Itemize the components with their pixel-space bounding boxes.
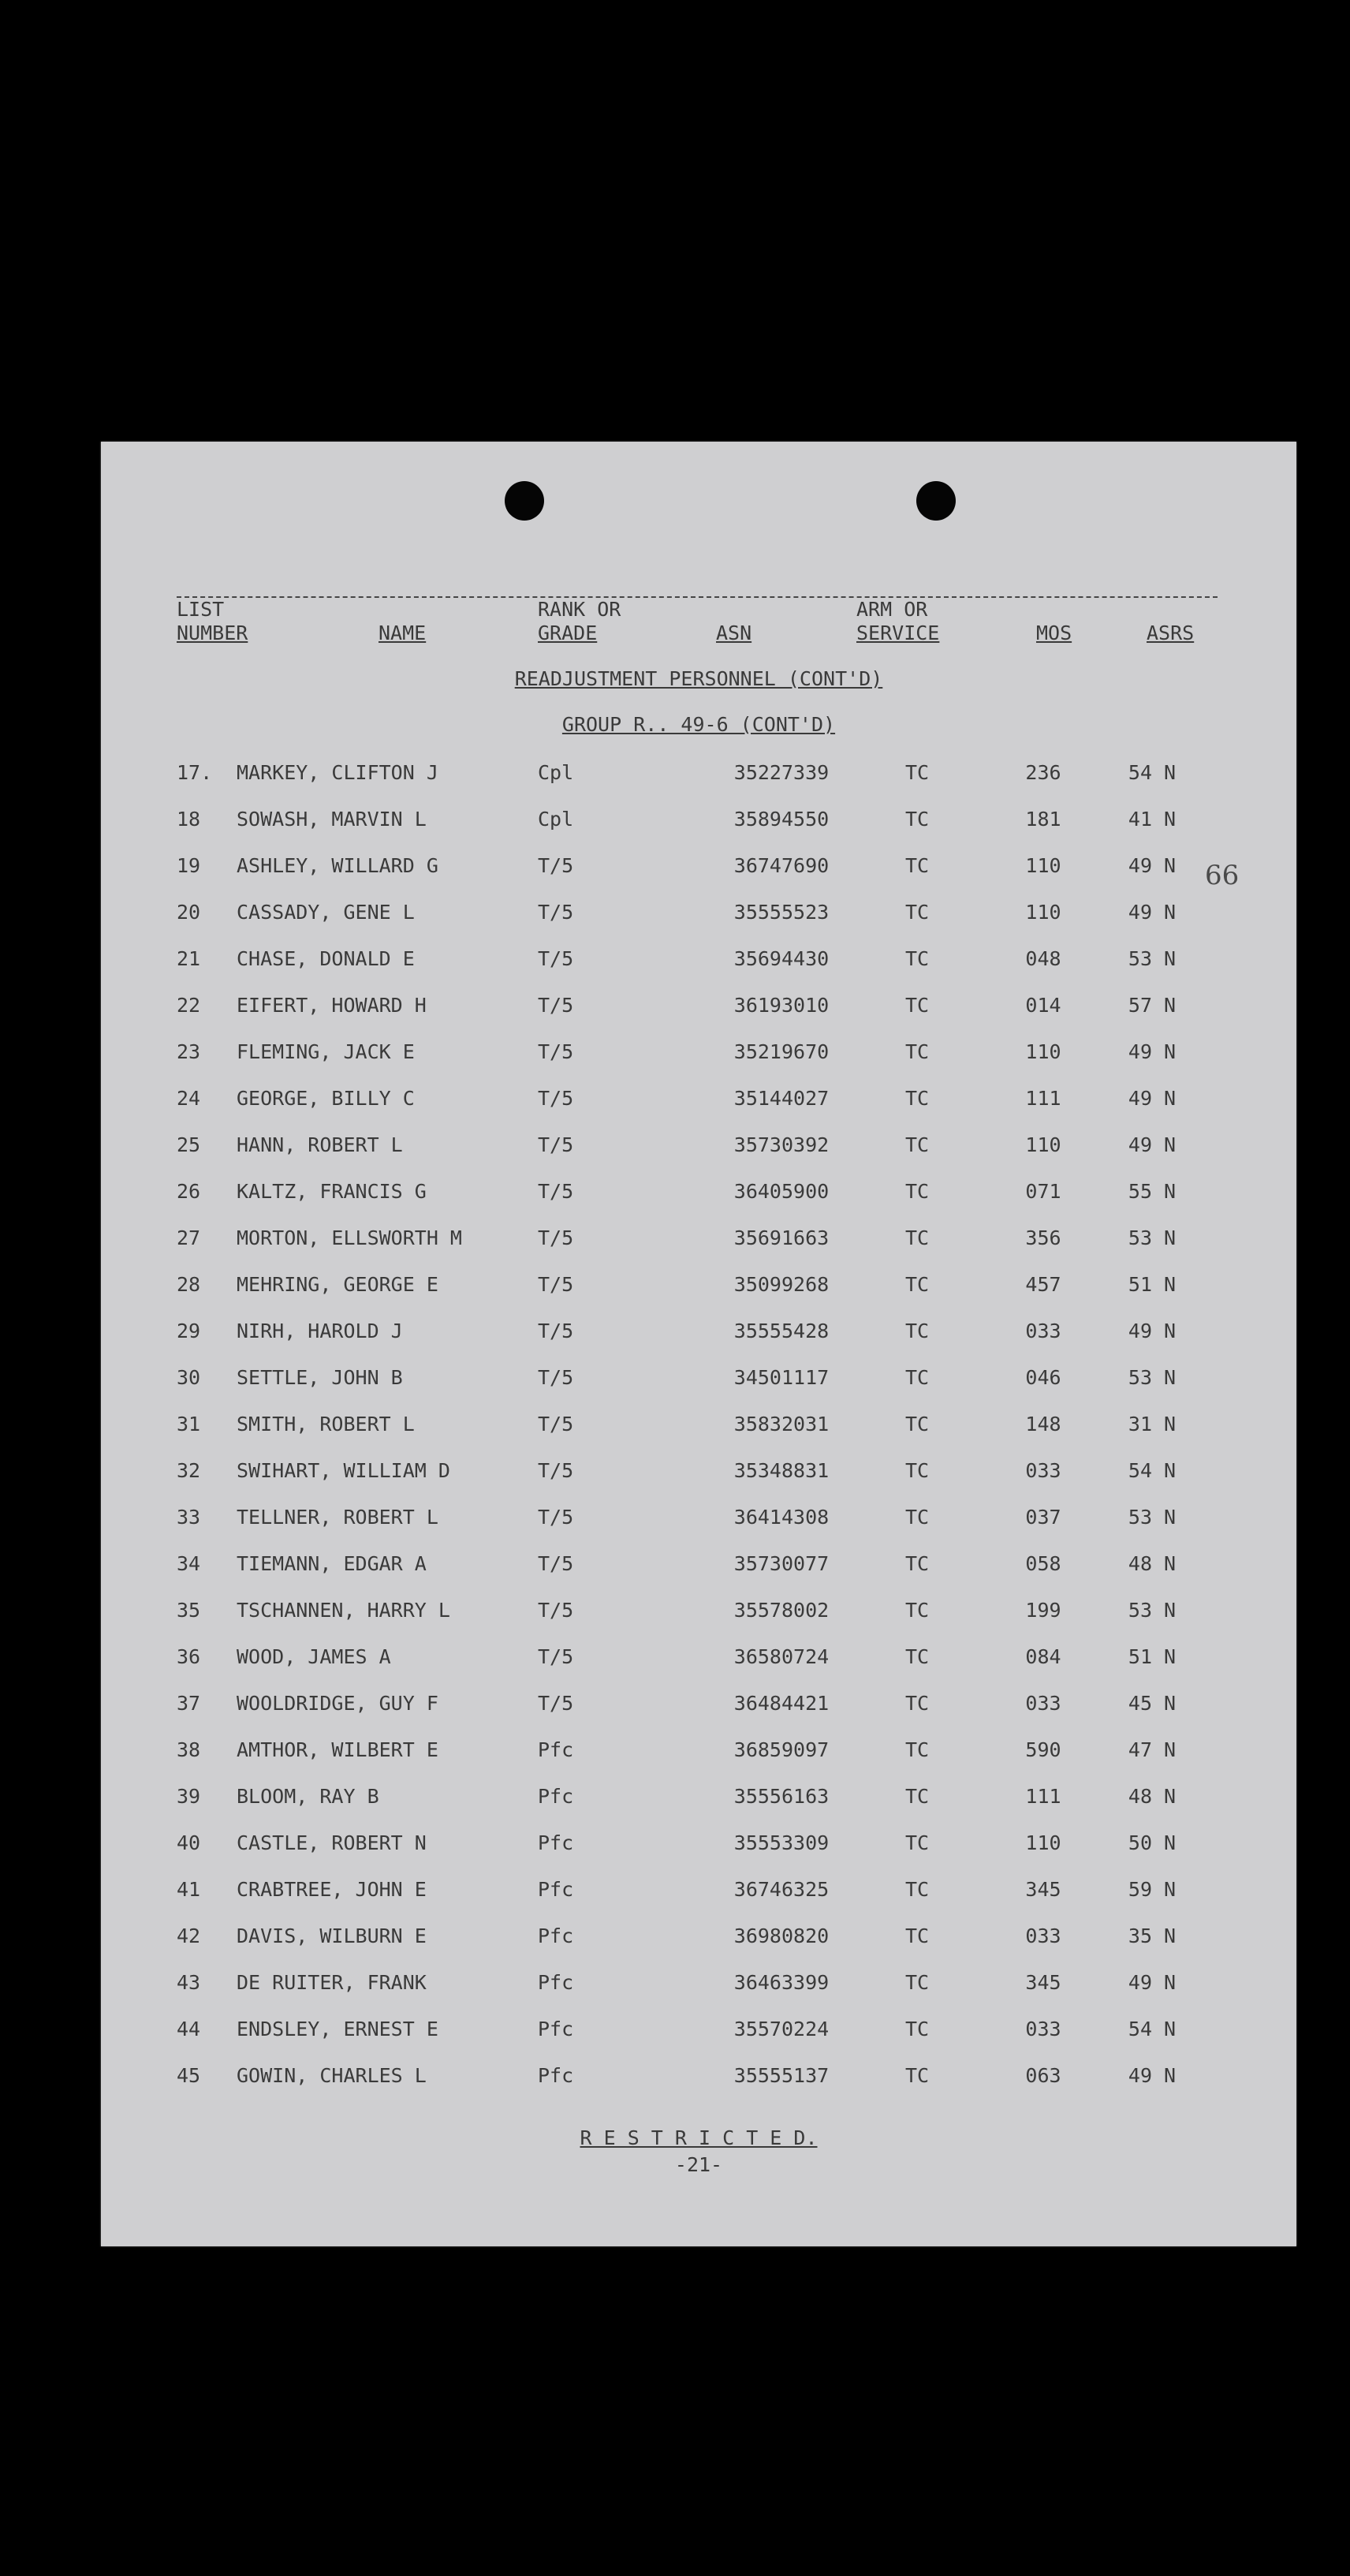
mos-code: 110 <box>1025 1133 1061 1156</box>
arm-service: TC <box>904 1087 930 1110</box>
asrs-score: 47 N <box>1128 1738 1177 1761</box>
arm-service: TC <box>904 947 930 970</box>
rank-grade: Pfc <box>538 1971 574 1994</box>
asn-number: 35348831 <box>733 1459 830 1482</box>
arm-service: TC <box>904 1645 930 1668</box>
asrs-score: 54 N <box>1128 1459 1177 1482</box>
person-name: ASHLEY, WILLARD G <box>237 854 438 877</box>
person-name: EIFERT, HOWARD H <box>237 994 427 1017</box>
asn-number: 35555137 <box>733 2064 830 2087</box>
header-rank: RANK OR GRADE <box>538 598 621 644</box>
person-name: GEORGE, BILLY C <box>237 1087 415 1110</box>
list-number: 29 <box>177 1320 201 1342</box>
mos-code: 110 <box>1025 1831 1061 1854</box>
arm-service: TC <box>904 1226 930 1249</box>
table-row <box>101 1502 1296 1533</box>
asrs-score: 35 N <box>1128 1925 1177 1947</box>
header-asn: ASN <box>716 622 752 644</box>
asn-number: 36484421 <box>733 1692 830 1715</box>
mos-code: 356 <box>1025 1226 1061 1249</box>
mos-code: 148 <box>1025 1413 1061 1435</box>
rank-grade: T/5 <box>538 1040 574 1063</box>
list-number: 21 <box>177 947 201 970</box>
mos-code: 033 <box>1025 1692 1061 1715</box>
table-row <box>101 2060 1296 2092</box>
rank-grade: T/5 <box>538 1180 574 1203</box>
table-row <box>101 897 1296 928</box>
person-name: DE RUITER, FRANK <box>237 1971 427 1994</box>
table-row <box>101 1036 1296 1068</box>
asrs-score: 51 N <box>1128 1645 1177 1668</box>
list-number: 38 <box>177 1738 201 1761</box>
table-row <box>101 1595 1296 1626</box>
asn-number: 36747690 <box>733 854 830 877</box>
arm-service: TC <box>904 1506 930 1529</box>
table-row <box>101 1223 1296 1254</box>
person-name: WOOLDRIDGE, GUY F <box>237 1692 438 1715</box>
person-name: NIRH, HAROLD J <box>237 1320 403 1342</box>
table-row <box>101 1316 1296 1347</box>
mos-code: 111 <box>1025 1087 1061 1110</box>
rank-grade: Pfc <box>538 1831 574 1854</box>
person-name: KALTZ, FRANCIS G <box>237 1180 427 1203</box>
table-row <box>101 1455 1296 1487</box>
list-number: 44 <box>177 2018 201 2040</box>
list-number: 26 <box>177 1180 201 1203</box>
asn-number: 36193010 <box>733 994 830 1017</box>
punch-hole <box>505 481 544 521</box>
mos-code: 046 <box>1025 1366 1061 1389</box>
arm-service: TC <box>904 1925 930 1947</box>
list-number: 40 <box>177 1831 201 1854</box>
mos-code: 071 <box>1025 1180 1061 1203</box>
table-row <box>101 1688 1296 1719</box>
asn-number: 35570224 <box>733 2018 830 2040</box>
mos-code: 345 <box>1025 1878 1061 1901</box>
asn-number: 35099268 <box>733 1273 830 1296</box>
rank-grade: Pfc <box>538 1785 574 1808</box>
asn-number: 35578002 <box>733 1599 830 1622</box>
list-number: 35 <box>177 1599 201 1622</box>
mos-code: 048 <box>1025 947 1061 970</box>
header-list-number: LIST NUMBER <box>177 598 248 644</box>
rank-grade: T/5 <box>538 1087 574 1110</box>
list-number: 42 <box>177 1925 201 1947</box>
mos-code: 037 <box>1025 1506 1061 1529</box>
table-row <box>101 1176 1296 1208</box>
asrs-score: 53 N <box>1128 1226 1177 1249</box>
table-row <box>101 1269 1296 1301</box>
arm-service: TC <box>904 1273 930 1296</box>
table-row <box>101 1409 1296 1440</box>
table-row <box>101 1362 1296 1394</box>
rank-grade: T/5 <box>538 1645 574 1668</box>
list-number: 17. <box>177 761 213 784</box>
rank-grade: T/5 <box>538 947 574 970</box>
person-name: MARKEY, CLIFTON J <box>237 761 438 784</box>
arm-service: TC <box>904 808 930 831</box>
mos-code: 084 <box>1025 1645 1061 1668</box>
arm-service: TC <box>904 1785 930 1808</box>
arm-service: TC <box>904 1180 930 1203</box>
section-title: READJUSTMENT PERSONNEL (CONT'D) <box>514 667 883 690</box>
arm-service: TC <box>904 1552 930 1575</box>
arm-service: TC <box>904 994 930 1017</box>
rank-grade: T/5 <box>538 1133 574 1156</box>
table-row <box>101 1129 1296 1161</box>
asn-number: 35556163 <box>733 1785 830 1808</box>
table-row <box>101 1921 1296 1952</box>
header-top-rule <box>177 596 1218 598</box>
header-name: NAME <box>379 622 427 644</box>
list-number: 36 <box>177 1645 201 1668</box>
arm-service: TC <box>904 1040 930 1063</box>
rank-grade: T/5 <box>538 1273 574 1296</box>
asn-number: 35832031 <box>733 1413 830 1435</box>
asn-number: 35694430 <box>733 947 830 970</box>
rank-grade: T/5 <box>538 1413 574 1435</box>
table-row <box>101 1548 1296 1580</box>
table-row <box>101 804 1296 835</box>
rank-grade: Pfc <box>538 1925 574 1947</box>
mos-code: 110 <box>1025 901 1061 924</box>
arm-service: TC <box>904 901 930 924</box>
asn-number: 36580724 <box>733 1645 830 1668</box>
mos-code: 199 <box>1025 1599 1061 1622</box>
table-row <box>101 1734 1296 1766</box>
person-name: MORTON, ELLSWORTH M <box>237 1226 462 1249</box>
list-number: 43 <box>177 1971 201 1994</box>
person-name: BLOOM, RAY B <box>237 1785 379 1808</box>
person-name: ENDSLEY, ERNEST E <box>237 2018 438 2040</box>
mos-code: 590 <box>1025 1738 1061 1761</box>
asn-number: 35553309 <box>733 1831 830 1854</box>
mos-code: 110 <box>1025 1040 1061 1063</box>
asn-number: 36859097 <box>733 1738 830 1761</box>
asn-number: 34501117 <box>733 1366 830 1389</box>
asrs-score: 49 N <box>1128 901 1177 924</box>
person-name: SETTLE, JOHN B <box>237 1366 403 1389</box>
rank-grade: T/5 <box>538 1552 574 1575</box>
table-row <box>101 1874 1296 1906</box>
person-name: MEHRING, GEORGE E <box>237 1273 438 1296</box>
header-arm-service: ARM OR SERVICE <box>856 598 940 644</box>
asn-number: 35730077 <box>733 1552 830 1575</box>
rank-grade: T/5 <box>538 1459 574 1482</box>
rank-grade: Pfc <box>538 1738 574 1761</box>
asrs-score: 49 N <box>1128 1971 1177 1994</box>
asn-number: 35555523 <box>733 901 830 924</box>
asrs-score: 49 N <box>1128 1040 1177 1063</box>
person-name: TIEMANN, EDGAR A <box>237 1552 427 1575</box>
list-number: 41 <box>177 1878 201 1901</box>
list-number: 18 <box>177 808 201 831</box>
mos-code: 063 <box>1025 2064 1061 2087</box>
asrs-score: 41 N <box>1128 808 1177 831</box>
mos-code: 033 <box>1025 1925 1061 1947</box>
arm-service: TC <box>904 1459 930 1482</box>
asrs-score: 31 N <box>1128 1413 1177 1435</box>
list-number: 39 <box>177 1785 201 1808</box>
table-row <box>101 1967 1296 1999</box>
rank-grade: T/5 <box>538 1506 574 1529</box>
table-row <box>101 1827 1296 1859</box>
asrs-score: 49 N <box>1128 1133 1177 1156</box>
person-name: SWIHART, WILLIAM D <box>237 1459 450 1482</box>
arm-service: TC <box>904 1831 930 1854</box>
table-row <box>101 1641 1296 1673</box>
person-name: HANN, ROBERT L <box>237 1133 403 1156</box>
asrs-score: 54 N <box>1128 761 1177 784</box>
asn-number: 35144027 <box>733 1087 830 1110</box>
asrs-score: 48 N <box>1128 1785 1177 1808</box>
table-row <box>101 2014 1296 2045</box>
arm-service: TC <box>904 1320 930 1342</box>
asn-number: 36414308 <box>733 1506 830 1529</box>
rank-grade: T/5 <box>538 1366 574 1389</box>
header-mos: MOS <box>1036 622 1072 644</box>
rank-grade: T/5 <box>538 901 574 924</box>
person-name: SMITH, ROBERT L <box>237 1413 415 1435</box>
rank-grade: T/5 <box>538 1320 574 1342</box>
asrs-score: 50 N <box>1128 1831 1177 1854</box>
list-number: 37 <box>177 1692 201 1715</box>
arm-service: TC <box>904 2018 930 2040</box>
rank-grade: T/5 <box>538 1692 574 1715</box>
group-title: GROUP R.. 49-6 (CONT'D) <box>561 713 836 736</box>
rank-grade: T/5 <box>538 1226 574 1249</box>
person-name: GOWIN, CHARLES L <box>237 2064 427 2087</box>
mos-code: 111 <box>1025 1785 1061 1808</box>
person-name: CASSADY, GENE L <box>237 901 415 924</box>
table-row <box>101 1083 1296 1114</box>
asrs-score: 49 N <box>1128 1320 1177 1342</box>
asn-number: 35730392 <box>733 1133 830 1156</box>
table-row <box>101 943 1296 975</box>
rank-grade: T/5 <box>538 854 574 877</box>
list-number: 27 <box>177 1226 201 1249</box>
asrs-score: 48 N <box>1128 1552 1177 1575</box>
mos-code: 181 <box>1025 808 1061 831</box>
person-name: AMTHOR, WILBERT E <box>237 1738 438 1761</box>
rank-grade: Pfc <box>538 1878 574 1901</box>
list-number: 34 <box>177 1552 201 1575</box>
arm-service: TC <box>904 1971 930 1994</box>
asn-number: 35691663 <box>733 1226 830 1249</box>
asrs-score: 49 N <box>1128 1087 1177 1110</box>
mos-code: 457 <box>1025 1273 1061 1296</box>
person-name: TELLNER, ROBERT L <box>237 1506 438 1529</box>
mos-code: 014 <box>1025 994 1061 1017</box>
list-number: 20 <box>177 901 201 924</box>
person-name: FLEMING, JACK E <box>237 1040 415 1063</box>
asn-number: 36746325 <box>733 1878 830 1901</box>
table-row <box>101 757 1296 789</box>
arm-service: TC <box>904 1738 930 1761</box>
list-number: 24 <box>177 1087 201 1110</box>
mos-code: 033 <box>1025 1459 1061 1482</box>
mos-code: 110 <box>1025 854 1061 877</box>
asrs-score: 53 N <box>1128 1366 1177 1389</box>
arm-service: TC <box>904 1878 930 1901</box>
list-number: 30 <box>177 1366 201 1389</box>
asn-number: 35219670 <box>733 1040 830 1063</box>
mos-code: 058 <box>1025 1552 1061 1575</box>
asn-number: 36405900 <box>733 1180 830 1203</box>
rank-grade: T/5 <box>538 994 574 1017</box>
arm-service: TC <box>904 854 930 877</box>
punch-hole <box>916 481 956 521</box>
asn-number: 35894550 <box>733 808 830 831</box>
asrs-score: 49 N <box>1128 2064 1177 2087</box>
list-number: 23 <box>177 1040 201 1063</box>
list-number: 33 <box>177 1506 201 1529</box>
arm-service: TC <box>904 761 930 784</box>
asn-number: 35227339 <box>733 761 830 784</box>
asn-number: 36463399 <box>733 1971 830 1994</box>
list-number: 25 <box>177 1133 201 1156</box>
rank-grade: Cpl <box>538 808 574 831</box>
mos-code: 033 <box>1025 2018 1061 2040</box>
list-number: 28 <box>177 1273 201 1296</box>
table-row <box>101 1781 1296 1813</box>
list-number: 32 <box>177 1459 201 1482</box>
rank-grade: Pfc <box>538 2018 574 2040</box>
arm-service: TC <box>904 2064 930 2087</box>
asn-number: 36980820 <box>733 1925 830 1947</box>
rank-grade: Cpl <box>538 761 574 784</box>
person-name: CASTLE, ROBERT N <box>237 1831 427 1854</box>
arm-service: TC <box>904 1599 930 1622</box>
asrs-score: 53 N <box>1128 1599 1177 1622</box>
table-row <box>101 990 1296 1021</box>
list-number: 45 <box>177 2064 201 2087</box>
person-name: SOWASH, MARVIN L <box>237 808 427 831</box>
list-number: 31 <box>177 1413 201 1435</box>
mos-code: 345 <box>1025 1971 1061 1994</box>
arm-service: TC <box>904 1413 930 1435</box>
mos-code: 236 <box>1025 761 1061 784</box>
asrs-score: 53 N <box>1128 1506 1177 1529</box>
rank-grade: T/5 <box>538 1599 574 1622</box>
asrs-score: 45 N <box>1128 1692 1177 1715</box>
table-row <box>101 850 1296 882</box>
person-name: CHASE, DONALD E <box>237 947 415 970</box>
person-name: WOOD, JAMES A <box>237 1645 391 1668</box>
page-number: -21- <box>674 2153 723 2176</box>
arm-service: TC <box>904 1366 930 1389</box>
asrs-score: 57 N <box>1128 994 1177 1017</box>
mos-code: 033 <box>1025 1320 1061 1342</box>
header-asrs: ASRS <box>1147 622 1195 644</box>
arm-service: TC <box>904 1133 930 1156</box>
asrs-score: 49 N <box>1128 854 1177 877</box>
asrs-score: 54 N <box>1128 2018 1177 2040</box>
arm-service: TC <box>904 1692 930 1715</box>
person-name: CRABTREE, JOHN E <box>237 1878 427 1901</box>
asrs-score: 59 N <box>1128 1878 1177 1901</box>
list-number: 19 <box>177 854 201 877</box>
asrs-score: 53 N <box>1128 947 1177 970</box>
restricted-classification: R E S T R I C T E D. <box>580 2126 818 2149</box>
list-number: 22 <box>177 994 201 1017</box>
person-name: TSCHANNEN, HARRY L <box>237 1599 450 1622</box>
asn-number: 35555428 <box>733 1320 830 1342</box>
margin-note: 66 <box>1205 860 1240 891</box>
asrs-score: 55 N <box>1128 1180 1177 1203</box>
asrs-score: 51 N <box>1128 1273 1177 1296</box>
rank-grade: Pfc <box>538 2064 574 2087</box>
person-name: DAVIS, WILBURN E <box>237 1925 427 1947</box>
document-page <box>101 442 1296 2246</box>
